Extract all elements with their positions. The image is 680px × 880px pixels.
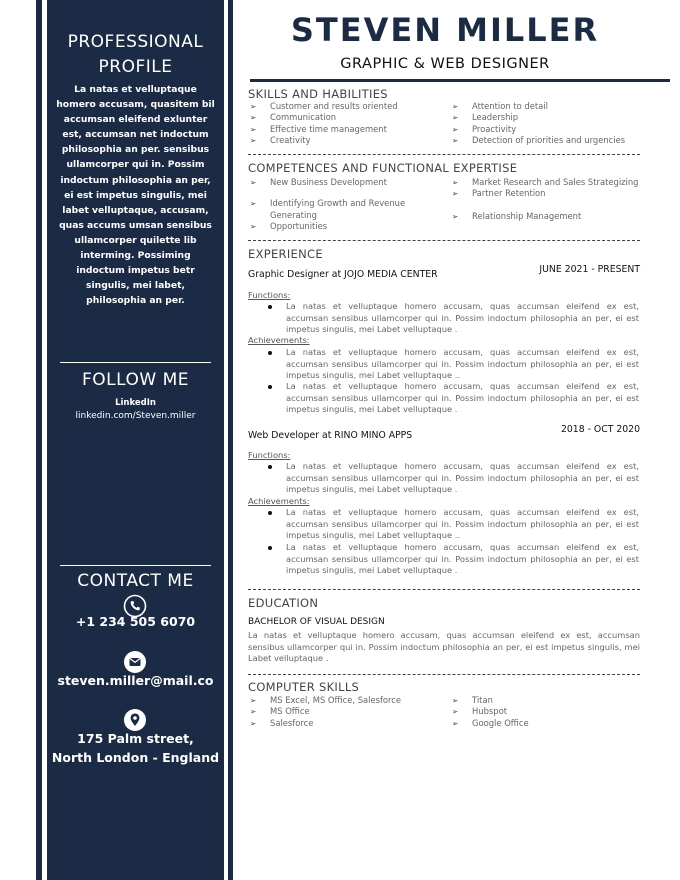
list-item: ➢ Relationship Management — [450, 211, 642, 222]
address-line2: North London - England — [51, 750, 220, 765]
computer-skills-list-right — [450, 695, 642, 729]
education-title: EDUCATION — [248, 596, 319, 610]
skills-list-left — [248, 101, 448, 146]
computer-skills-list-left — [248, 695, 448, 729]
sidebar — [47, 0, 224, 880]
contact-email[interactable]: steven.miller@mail.co — [57, 673, 214, 688]
linkedin-link[interactable]: linkedin.com/Steven.miller — [75, 411, 196, 421]
list-item: ➢ Effective time management — [248, 124, 448, 135]
list-item: ➢ Attention to detail — [450, 101, 642, 112]
header-divider — [250, 79, 670, 82]
profile-text: La natas et velluptaque homero accusam, quasitem bil accumsan eleifend exlunter est, accumsan net indoctum philosophia an per. sensibus ullamcorper qui in. Possim indoctum philosophia an per, ei est impetus singulis, mei labet velluptaque, accusam, quas accums umsan sensibus ullamcorper quilette lib interming. Possiming indoctum impetus betr singulis, mei labet, philosophia an per. — [56, 84, 215, 307]
section-divider — [248, 240, 640, 241]
list-item: ➢ Proactivity — [450, 124, 642, 135]
job-2-title: Web Developer at RINO MINO APPS — [248, 430, 413, 441]
contact-address — [47, 729, 224, 767]
list-item: ➢ Identifying Growth and Revenue Generating — [248, 198, 448, 221]
list-item: ➢ MS Excel, MS Office, Salesforce — [248, 695, 448, 706]
list-item: ➢ Google Office — [450, 718, 642, 729]
list-item: ➢ Leadership — [450, 112, 642, 123]
experience-title: EXPERIENCE — [248, 247, 323, 261]
contact-title: CONTACT ME — [77, 571, 194, 591]
bullet-dot — [268, 351, 272, 355]
competences-list-left — [248, 177, 448, 232]
candidate-name: STEVEN MILLER — [290, 11, 600, 49]
job-1-functions: La natas et velluptaque homero accusam, quas accumsan eleifend ex est, accumsan sensibus ullamcorper qui in. Possim indoctum philosophia an per, ei est impetus singulis, mei Labet velluptaque . — [286, 301, 639, 335]
bullet-dot — [268, 385, 272, 389]
education-text: La natas et velluptaque homero accusam, quas accumsan eleifend ex est, accumsan sensibus ullamcorper qui in. Possim indoctum philosophia an per, ei est impetus singulis, mei Labet velluptaque . — [248, 630, 640, 664]
skills-title: SKILLS AND HABILITIES — [248, 87, 388, 101]
competences-list-right — [450, 177, 642, 222]
job-1-functions-label: Functions: — [248, 290, 291, 300]
job-1-achievements-label: Achievements: — [248, 335, 310, 345]
list-item: ➢ Hubspot — [450, 706, 642, 717]
bullet-dot — [268, 511, 272, 515]
profile-title-line2: PROFILE — [98, 57, 173, 77]
job-2-date: 2018 - OCT 2020 — [560, 424, 640, 435]
bullet-dot — [268, 546, 272, 550]
job-title: GRAPHIC & WEB DESIGNER — [340, 56, 550, 72]
job-2-functions: La natas et velluptaque homero accusam, quas accumsan eleifend ex est, accumsan sensibus ullamcorper qui in. Possim indoctum philosophia an per, ei est impetus singulis, mei Labet velluptaque . — [286, 461, 639, 495]
list-item: ➢ New Business Development — [248, 177, 448, 188]
computer-skills-title: COMPUTER SKILLS — [248, 680, 360, 694]
job-1-date: JUNE 2021 - PRESENT — [539, 264, 640, 275]
section-divider — [248, 589, 640, 590]
sidebar-divider — [60, 565, 211, 566]
linkedin-label: LinkedIn — [115, 398, 156, 408]
job-1-title: Graphic Designer at JOJO MEDIA CENTER — [248, 269, 438, 280]
job-1-achievement-2: La natas et velluptaque homero accusam, quas accumsan eleifend ex est, accumsan sensibus ullamcorper qui in. Possim indoctum philosophia an per, ei est impetus singulis, mei Labet velluptaque . — [286, 381, 639, 415]
competences-title: COMPETENCES AND FUNCTIONAL EXPERTISE — [248, 161, 518, 175]
list-item: ➢ MS Office — [248, 706, 448, 717]
profile-title-line1: PROFESSIONAL — [67, 32, 204, 52]
contact-phone[interactable]: +1 234 505 6070 — [75, 614, 196, 629]
list-item: ➢ Market Research and Sales Strategizing — [450, 177, 642, 188]
job-2-achievement-1: La natas et velluptaque homero accusam, quas accumsan eleifend ex est, accumsan sensibus ullamcorper qui in. Possim indoctum philosophia an per, ei est impetus singulis, mei Labet velluptaque .. — [286, 507, 639, 541]
list-item: ➢ Creativity — [248, 135, 448, 146]
list-item: ➢ Titan — [450, 695, 642, 706]
sidebar-stripe-left — [36, 0, 42, 880]
list-item: ➢ Opportunities — [248, 221, 448, 232]
list-item: ➢ Customer and results oriented — [248, 101, 448, 112]
sidebar-divider — [60, 362, 211, 363]
profile-title — [47, 30, 224, 80]
skills-list-right — [450, 101, 642, 146]
bullet-dot — [268, 305, 272, 309]
list-item: ➢ Detection of priorities and urgencies — [450, 135, 642, 146]
list-item: ➢ Salesforce — [248, 718, 448, 729]
address-line1: 175 Palm street, — [77, 731, 194, 746]
job-2-functions-label: Functions: — [248, 450, 291, 460]
sidebar-stripe-right — [228, 0, 233, 880]
job-2-achievement-2: La natas et velluptaque homero accusam, quas accumsan eleifend ex est, accumsan sensibus ullamcorper qui in. Possim indoctum philosophia an per, ei est impetus singulis, mei Labet velluptaque . — [286, 542, 639, 576]
job-2-achievements-label: Achievements: — [248, 496, 310, 506]
list-item: ➢ Partner Retention — [450, 188, 642, 199]
bullet-dot — [268, 465, 272, 469]
degree-title: BACHELOR OF VISUAL DESIGN — [248, 617, 385, 627]
section-divider — [248, 674, 640, 675]
follow-title: FOLLOW ME — [82, 370, 189, 390]
section-divider — [248, 154, 640, 155]
list-item: ➢ Communication — [248, 112, 448, 123]
job-1-achievement-1: La natas et velluptaque homero accusam, quas accumsan eleifend ex est, accumsan sensibus ullamcorper qui in. Possim indoctum philosophia an per, ei est impetus singulis, mei Labet velluptaque .. — [286, 347, 639, 381]
